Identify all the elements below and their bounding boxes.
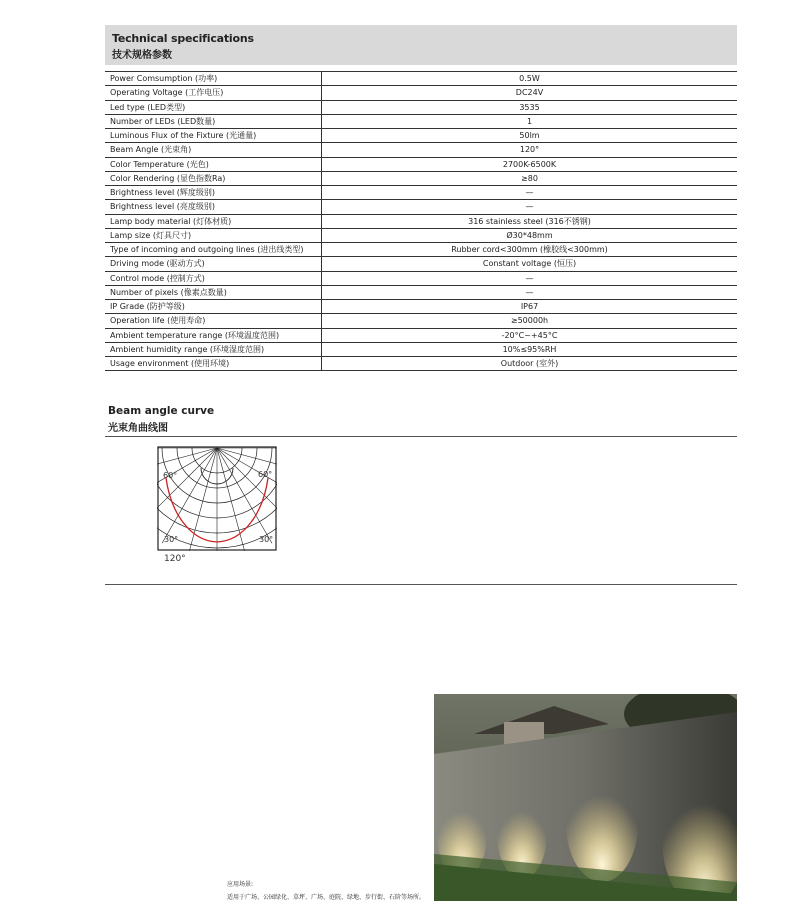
spec-row xyxy=(105,300,737,314)
spec-label: Number of LEDs (LED数量) xyxy=(105,114,322,128)
spec-row xyxy=(105,214,737,228)
spec-value: ≥80 xyxy=(322,171,738,185)
spec-value: 50lm xyxy=(322,129,738,143)
spec-value: Outdoor (室外) xyxy=(322,357,738,371)
spec-value: 0.5W xyxy=(322,72,738,86)
spec-label: Color Rendering (显色指数Ra) xyxy=(105,171,322,185)
spec-table xyxy=(105,71,737,371)
beam-title-cn: 光束角曲线图 xyxy=(108,423,168,434)
spec-label: Brightness level (亮度级别) xyxy=(105,200,322,214)
spec-row xyxy=(105,171,737,185)
spec-row xyxy=(105,100,737,114)
spec-value: 120° xyxy=(322,143,738,157)
light-glow-3 xyxy=(566,766,638,882)
spec-value: IP67 xyxy=(322,300,738,314)
polar-grid-radial xyxy=(189,448,217,551)
label-60-left: 60° xyxy=(163,471,178,480)
section-divider xyxy=(105,436,737,437)
spec-value: — xyxy=(322,200,738,214)
polar-grid-radial xyxy=(217,448,245,551)
spec-value: 2700K-6500K xyxy=(322,157,738,171)
spec-value: 1 xyxy=(322,114,738,128)
spec-row xyxy=(105,114,737,128)
label-30-right: 30° xyxy=(259,535,274,544)
spec-label: Number of pixels (像素点数量) xyxy=(105,285,322,299)
application-title: 应用场景: xyxy=(227,881,254,888)
spec-title-cn: 技术规格参数 xyxy=(112,50,172,61)
spec-row xyxy=(105,257,737,271)
application-photo xyxy=(434,694,737,901)
spec-row xyxy=(105,357,737,371)
beam-angle-value: 120° xyxy=(164,554,186,564)
spec-row xyxy=(105,72,737,86)
spec-label: Brightness level (辉度级别) xyxy=(105,186,322,200)
spec-row xyxy=(105,271,737,285)
spec-value: 3535 xyxy=(322,100,738,114)
spec-label: Power Comsumption (功率) xyxy=(105,72,322,86)
spec-label: Beam Angle (光束角) xyxy=(105,143,322,157)
spec-value: Constant voltage (恒压) xyxy=(322,257,738,271)
spec-row xyxy=(105,86,737,100)
spec-label: Color Temperature (光色) xyxy=(105,157,322,171)
beam-title-en: Beam angle curve xyxy=(108,405,215,417)
spec-label: Operation life (使用寿命) xyxy=(105,314,322,328)
label-30-left: 30° xyxy=(164,535,179,544)
spec-value: ≥50000h xyxy=(322,314,738,328)
spec-row xyxy=(105,186,737,200)
spec-row xyxy=(105,143,737,157)
spec-value: DC24V xyxy=(322,86,738,100)
spec-title-en: Technical specifications xyxy=(112,32,254,45)
spec-value: 10%≤95%RH xyxy=(322,342,738,356)
spec-value: — xyxy=(322,285,738,299)
spec-value: — xyxy=(322,271,738,285)
spec-row xyxy=(105,243,737,257)
spec-value: — xyxy=(322,186,738,200)
spec-label: Usage environment (使用环境) xyxy=(105,357,322,371)
section-divider-bottom xyxy=(105,584,737,585)
spec-value: Rubber cord<300mm (橡胶线<300mm) xyxy=(322,243,738,257)
spec-row xyxy=(105,129,737,143)
spec-label: IP Grade (防护等级) xyxy=(105,300,322,314)
spec-row xyxy=(105,328,737,342)
spec-row xyxy=(105,285,737,299)
beam-angle-polar-diagram xyxy=(157,446,277,551)
spec-header-band xyxy=(105,25,737,65)
spec-label: Driving mode (驱动方式) xyxy=(105,257,322,271)
spec-row xyxy=(105,314,737,328)
spec-label: Ambient humidity range (环境湿度范围) xyxy=(105,342,322,356)
spec-value: -20°C~+45°C xyxy=(322,328,738,342)
spec-row xyxy=(105,228,737,242)
spec-row xyxy=(105,342,737,356)
spec-row xyxy=(105,200,737,214)
spec-label: Lamp body material (灯体材质) xyxy=(105,214,322,228)
spec-label: Luminous Flux of the Fixture (光通量) xyxy=(105,129,322,143)
spec-label: Ambient temperature range (环境温度范围) xyxy=(105,328,322,342)
spec-label: Control mode (控制方式) xyxy=(105,271,322,285)
application-description: 适用于广场、公园绿化、草坪、广场、庭院、绿地、步行街、石阶等场所。 xyxy=(227,894,426,901)
label-60-right: 60° xyxy=(258,470,273,479)
spec-row xyxy=(105,157,737,171)
spec-label: Led type (LED类型) xyxy=(105,100,322,114)
spec-value: Ø30*48mm xyxy=(322,228,738,242)
spec-label: Operating Voltage (工作电压) xyxy=(105,86,322,100)
spec-label: Type of incoming and outgoing lines (进出线类型) xyxy=(105,243,322,257)
spec-value: 316 stainless steel (316不锈钢) xyxy=(322,214,738,228)
spec-label: Lamp size (灯具尺寸) xyxy=(105,228,322,242)
